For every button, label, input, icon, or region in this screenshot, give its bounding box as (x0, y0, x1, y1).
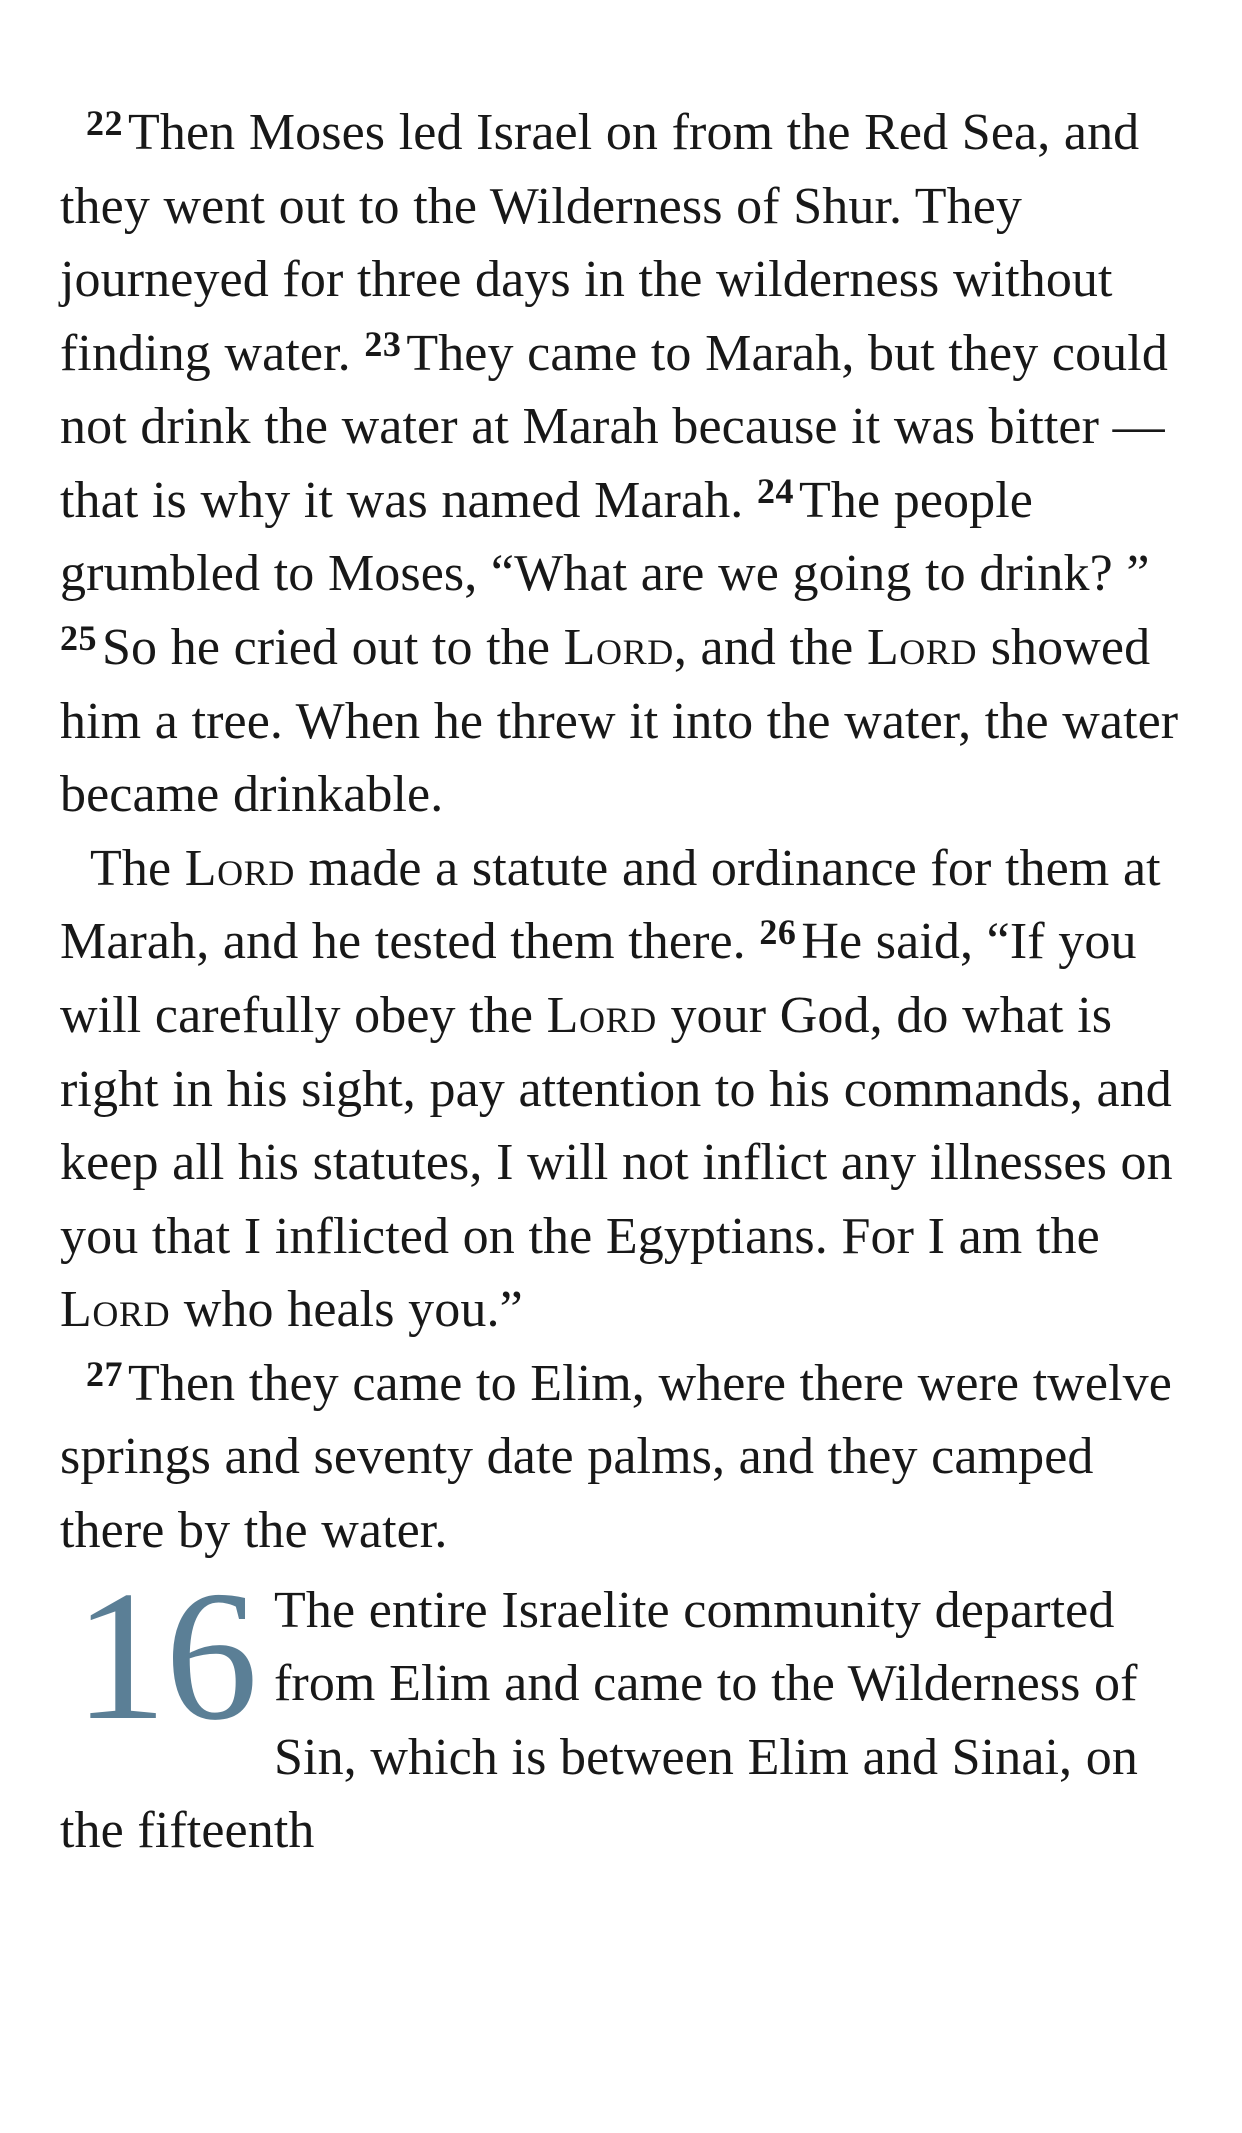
divine-name: Lord (866, 619, 978, 677)
verse-text-27: Then they came to Elim, where there were twelve springs and seventy date palms, and they camped there by the water. (60, 1354, 1172, 1559)
verse-number-26[interactable]: 26 (759, 912, 797, 953)
divine-name: Lord (60, 1281, 171, 1339)
verse-text-25e: made a statute and ordinance for them at Marah, and he tested them there. (60, 839, 1161, 971)
chapter-16-block (60, 1552, 1182, 1868)
scripture-body (60, 96, 1182, 1868)
verse-text-26a: He said, “If you will carefully obey the (60, 913, 1137, 1044)
verse-text-25b: , and the (673, 619, 867, 677)
divine-name: Lord (546, 986, 657, 1044)
paragraph-verse-22 (60, 96, 1182, 832)
verse-number-25[interactable]: 25 (60, 618, 97, 659)
verse-text-26c: who heals you.” (170, 1281, 523, 1339)
chapter-number: 16 (74, 1552, 256, 1759)
divine-name: Lord (563, 619, 674, 677)
verse-number-27[interactable]: 27 (86, 1353, 123, 1394)
chapter-16-text: The entire Israelite community departed from Elim and came to the Wilderness of Sin, which is between Elim and Sinai, on the fifteenth (60, 1581, 1138, 1860)
verse-text-22: Then Moses led Israel on from the Red Sea, and they went out to the Wilderness of Shur. They journeyed for three days in the wilderness without finding water. (60, 104, 1140, 382)
verse-text-23: They came to Marah, but they could not drink the water at Marah because it was bitter — that is why it was named Marah. (60, 324, 1168, 529)
paragraph-statute (60, 832, 1182, 1347)
verse-text-25d: The (90, 839, 185, 897)
verse-number-22[interactable]: 22 (86, 103, 123, 143)
verse-number-24[interactable]: 24 (757, 470, 794, 511)
verse-text-25a: So he cried out to the (102, 619, 564, 677)
verse-text-24: The people grumbled to Moses, “What are we going to drink? ” (60, 471, 1150, 603)
verse-number-23[interactable]: 23 (364, 323, 402, 364)
verse-text-25c: showed him a tree. When he threw it into the water, the water became drinkable. (60, 619, 1179, 824)
verse-text-26b: your God, do what is right in his sight, pay attention to his commands, and keep all his statutes, I will not inflict any illnesses on you that I inflicted on the Egyptians. For I am the (60, 986, 1173, 1265)
divine-name: Lord (184, 839, 295, 897)
paragraph-verse-27 (60, 1347, 1182, 1568)
